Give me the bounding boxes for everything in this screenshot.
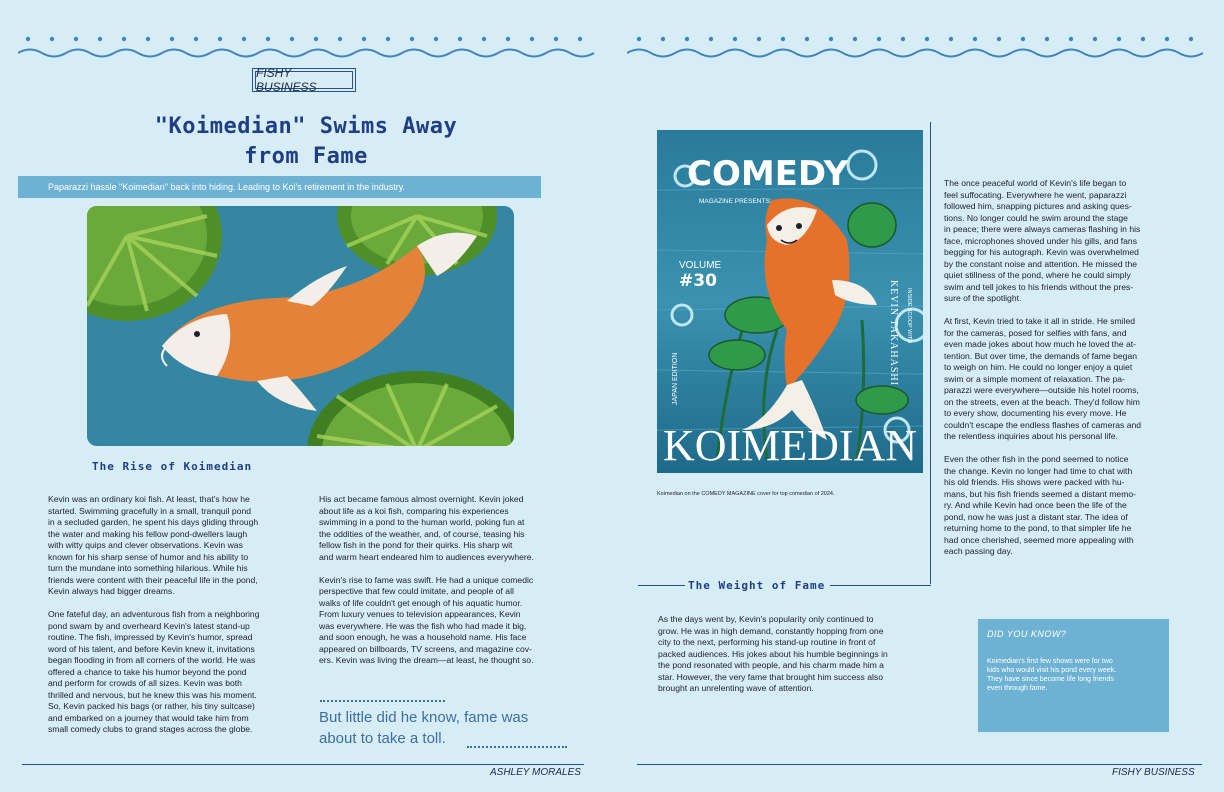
pullquote-line-2: about to take a toll. bbox=[319, 730, 446, 747]
right-footer-rule bbox=[637, 764, 1202, 765]
cover-edition: JAPAN EDITION bbox=[672, 352, 679, 405]
pullquote bbox=[319, 707, 569, 749]
cover-presents: MAGAZINE PRESENTS: bbox=[699, 198, 772, 205]
headline-line-2: from Fame bbox=[244, 144, 368, 169]
cover-side-text-name: KEVIN TAKAHASHI bbox=[888, 280, 899, 386]
section-tag bbox=[252, 68, 356, 92]
pullquote-bottom-rule bbox=[467, 746, 567, 748]
column-divider bbox=[930, 122, 931, 584]
article-column-1: Kevin was an ordinary koi fish. At least, that's how he started. Swimming gracefully in a small, tranquil pond in a secluded garden, he spent his days gliding through the water and making his fellow pond-dwellers laugh with witty quips and clever observations. Kevin was known for his sharp sense of humor and his ability to turn the mundane into something hilarious. While his friends were content with their peaceful life in the pond, Kevin always had bigger dreams. One fateful day, an adventurous fish from a neighboring pond swam by and overheard Kevin's latest stand-up routine. The fish, impressed by Kevin's humor, spread word of his talent, and before Kevin knew it, invitations began flooding in from all corners of the world. He was offered a chance to take his humor beyond the pond and perform for crowds of all sizes. Kevin was both thrilled and nervous, but he knew this was his moment. So, Kevin packed his bags (or rather, his tiny suitcase) and embarked on a journey that would take him from small comedy clubs to grand stages across the globe. bbox=[48, 494, 260, 734]
weight-article-column: As the days went by, Kevin's popularity only continued to grow. He was in high demand, constantly hopping from one city to the next, performing his stand-up routine in front of packed audiences. His jokes about his humble beginnings in the pond resonated with people, and his charm made him a star. However, the very fame that brought him success also brought an unrelenting wave of attention. bbox=[658, 614, 888, 693]
did-you-know-body: Koimedian's first few shows were for two kids who would visit his pond every week. They have since become life long friends even through fame. bbox=[987, 658, 1117, 692]
subhead-text: Paparazzi hassle "Koimedian" back into hiding. Leading to Koi's retirement in the industry. bbox=[48, 182, 406, 192]
pullquote-top-rule bbox=[320, 700, 445, 702]
section-heading-weight: The Weight of Fame bbox=[688, 579, 826, 592]
subhead-bar bbox=[18, 176, 541, 198]
right-article-column: The once peaceful world of Kevin's life began to feel suffocating. Everywhere he went, paparazzi followed him, snapping pictures and asking ques- tions. No longer could he swim around the stage in peace; there were always cameras flashing in his face, microphones shoved under his gills, and fans begging for his autograph. Kevin was overwhelmed by the constant noise and attention. He missed the quiet stillness of the pond, where he could simply swim and tell jokes to his friends without the pres- sure of the spotlight. At first, Kevin tried to take it all in stride. He smiled for the cameras, posed for selfies with fans, and even made jokes about how much he loved the at- tention. But over time, the demands of fame began to weigh on him. He could no longer enjoy a quiet swim or a simple moment of relaxation. The pa- parazzi were everywhere—outside his hotel rooms, on the streets, even at the beach. They'd follow him to every show, documenting his every move. He couldn't escape the endless flashes of cameras and the relentless inquiries about his personal life. Even the other fish in the pond seemed to notice the change. Kevin no longer had time to chat with his old friends. His shows were packed with hu- mans, but his fish friends seemed a distant memo- ry. And while Kevin had once been the life of the pond, now he was just a distant star. The idea of returning home to the pond, to that simpler life he had once cherished, seemed more appealing with each passing day. bbox=[944, 178, 1142, 556]
section-tag-label: FISHY BUSINESS bbox=[255, 71, 353, 89]
weight-heading-rule-right bbox=[830, 585, 931, 586]
cover-side-text-right: INSIDE SCOOP WITH bbox=[906, 288, 912, 344]
left-footer-author: ASHLEY MORALES bbox=[490, 767, 581, 778]
section-heading-rise: The Rise of Koimedian bbox=[92, 460, 253, 473]
cover-title: KOIMEDIAN bbox=[663, 421, 917, 470]
cover-masthead: COMEDY bbox=[687, 154, 849, 194]
cover-volume-number: #30 bbox=[679, 271, 717, 291]
did-you-know-title: DID YOU KNOW? bbox=[987, 629, 1067, 639]
left-footer-rule bbox=[22, 764, 584, 765]
cover-caption: Koimedian on the COMEDY MAGAZINE cover for top comedian of 2024. bbox=[657, 491, 835, 497]
left-wave-border bbox=[18, 30, 598, 60]
right-footer-section: FISHY BUSINESS bbox=[1112, 767, 1195, 778]
headline-line-1: "Koimedian" Swims Away bbox=[154, 114, 458, 139]
did-you-know-box bbox=[978, 619, 1169, 732]
cover-volume-label: VOLUME bbox=[679, 260, 722, 271]
pullquote-line-1: But little did he know, fame was bbox=[319, 709, 529, 726]
comedy-magazine-cover bbox=[657, 130, 923, 473]
article-column-2: His act became famous almost overnight. Kevin joked about life as a koi fish, comparing his experiences swimming in a pond to the human world, poking fun at the oddities of the weather, and, of course, teasing his fellow fish in the pond for their quirks. His sharp wit and warm heart endeared him to audiences everywhere. Kevin's rise to fame was swift. He had a unique comedic perspective that few could imitate, and people of all walks of life couldn't get enough of his aquatic humor. From luxury venues to television appearances, Kevin was everywhere. He was the fish who had made it big, and soon enough, he was a household name. His face appeared on billboards, TV screens, and magazine cov- ers. Kevin was living the dream—at least, he thought so. bbox=[319, 494, 534, 665]
headline bbox=[100, 112, 512, 172]
weight-heading-rule-left bbox=[638, 585, 685, 586]
koi-lilypad-illustration bbox=[87, 206, 514, 446]
right-wave-border bbox=[627, 30, 1212, 60]
